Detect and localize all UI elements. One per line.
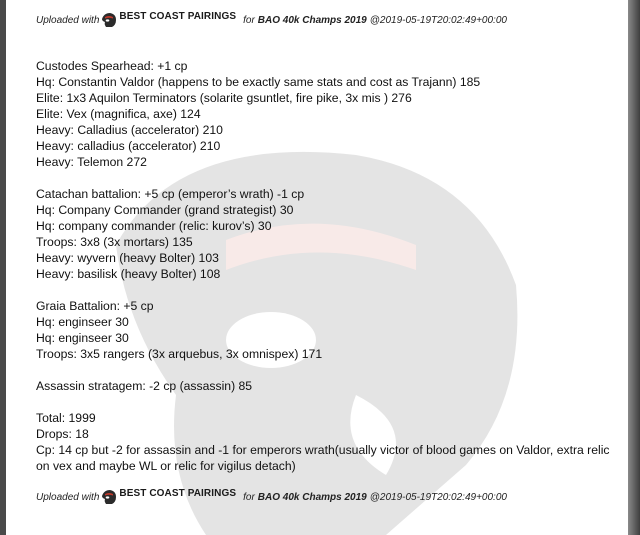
list-line: Heavy: calladius (accelerator) 210 xyxy=(36,139,221,153)
viewer-edge-shadow xyxy=(628,0,640,535)
assassin-section xyxy=(36,378,626,394)
list-line: Hq: enginseer 30 xyxy=(36,331,129,345)
list-line: Elite: Vex (magnifica, axe) 124 xyxy=(36,107,201,121)
uploaded-with-text: Uploaded with xyxy=(36,14,100,26)
total-line: Total: 1999 xyxy=(36,411,96,425)
document-page xyxy=(6,0,628,535)
blank-line xyxy=(36,282,626,298)
pirate-head-logo-icon xyxy=(101,12,117,28)
list-line: Elite: 1x3 Aquilon Terminators (solarite gsuntlet, fire pike, 3x mis ) 276 xyxy=(36,91,412,105)
list-line: Assassin stratagem: -2 cp (assassin) 85 xyxy=(36,379,253,393)
for-text: for xyxy=(243,14,255,26)
blank-line xyxy=(36,362,626,378)
upload-header xyxy=(36,9,507,31)
bcp-logo xyxy=(101,489,236,505)
for-text: for xyxy=(243,491,255,503)
blank-line xyxy=(36,170,626,186)
bcp-logo xyxy=(101,12,236,28)
list-line: Custodes Spearhead: +1 cp xyxy=(36,59,188,73)
list-line: Hq: Constantin Valdor (happens to be exactly same stats and cost as Trajann) 185 xyxy=(36,75,481,89)
drops-line: Drops: 18 xyxy=(36,427,89,441)
bcp-brand: BEST COAST PAIRINGS xyxy=(119,487,237,499)
list-line: Troops: 3x5 rangers (3x arquebus, 3x omnispex) 171 xyxy=(36,347,323,361)
summary-section xyxy=(36,410,626,474)
list-line: Hq: company commander (relic: kurov’s) 30 xyxy=(36,219,272,233)
cp-line: Cp: 14 cp but -2 for assassin and -1 for emperors wrath(usually victor of blood games on Valdor, extra relic on vex and maybe WL or relic for vigilus detach) xyxy=(36,443,613,473)
event-name: BAO 40k Champs 2019 xyxy=(257,491,367,503)
detachment-graia xyxy=(36,298,626,362)
list-line: Hq: Company Commander (grand strategist) 30 xyxy=(36,203,294,217)
event-name: BAO 40k Champs 2019 xyxy=(257,14,367,26)
list-line: Heavy: wyvern (heavy Bolter) 103 xyxy=(36,251,219,265)
list-line: Heavy: Telemon 272 xyxy=(36,155,147,169)
blank-line xyxy=(36,394,626,410)
uploaded-with-text: Uploaded with xyxy=(36,491,100,503)
upload-footer xyxy=(36,486,507,508)
detachment-custodes xyxy=(36,58,626,170)
list-line: Troops: 3x8 (3x mortars) 135 xyxy=(36,235,193,249)
list-line: Graia Battalion: +5 cp xyxy=(36,299,154,313)
list-line: Catachan battalion: +5 cp (emperor’s wrath) -1 cp xyxy=(36,187,305,201)
list-line: Hq: enginseer 30 xyxy=(36,315,129,329)
pirate-head-logo-icon xyxy=(101,489,117,505)
army-list xyxy=(36,58,626,474)
upload-timestamp: @2019-05-19T20:02:49+00:00 xyxy=(369,14,507,26)
bcp-brand: BEST COAST PAIRINGS xyxy=(119,10,237,22)
list-line: Heavy: Calladius (accelerator) 210 xyxy=(36,123,223,137)
upload-timestamp: @2019-05-19T20:02:49+00:00 xyxy=(369,491,507,503)
list-line: Heavy: basilisk (heavy Bolter) 108 xyxy=(36,267,221,281)
detachment-catachan xyxy=(36,186,626,282)
